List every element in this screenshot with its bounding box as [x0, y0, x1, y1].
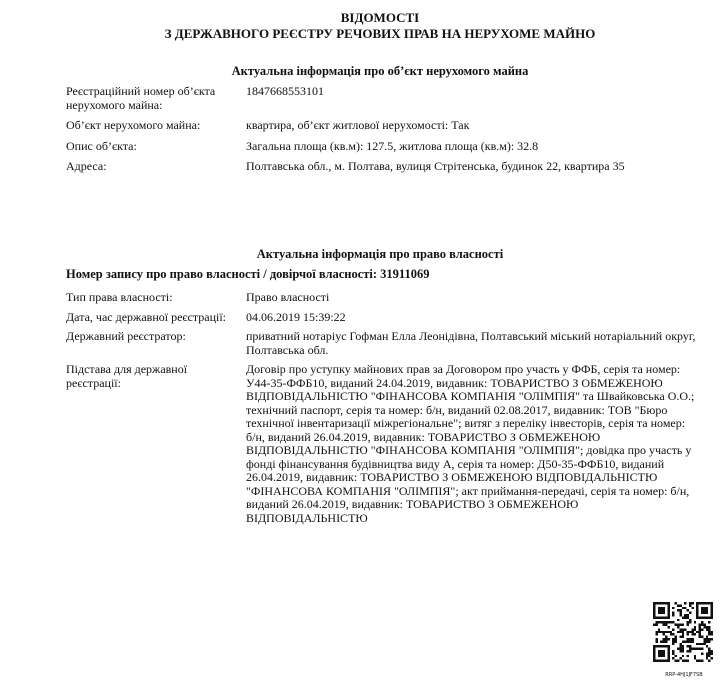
address-row: [66, 160, 696, 174]
ownership-section-heading: Актуальна інформація про право власності: [256, 247, 504, 261]
registration-date-row: [66, 311, 696, 325]
field-value: приватний нотаріус Гофман Елла Леонідівна, Полтавський міський нотаріальний округ, Полтавська обл.: [246, 329, 696, 357]
object-info-table: [66, 85, 696, 181]
field-label: Опис об’єкта:: [66, 138, 137, 153]
ownership-info-table: [66, 291, 696, 531]
field-label: Об’єкт нерухомого майна:: [66, 118, 201, 132]
registrar-row: [66, 330, 696, 357]
title-line-1: ВІДОМОСТІ: [340, 10, 420, 25]
field-label: Підстава для державної реєстрації:: [66, 362, 188, 390]
field-value: Загальна площа (кв.м): 127.5, житлова площа (кв.м): 32.8: [246, 138, 539, 153]
ownership-type-row: [66, 291, 696, 305]
field-value: 1847668553101: [246, 84, 324, 98]
field-label: Адреса:: [66, 159, 107, 173]
field-label: Дата, час державної реєстрації:: [66, 309, 227, 324]
registration-number-row: [66, 85, 696, 112]
page-title: [0, 10, 727, 42]
field-value: квартира, об’єкт житлової нерухомості: Так: [246, 118, 470, 132]
object-section-heading: Актуальна інформація про об’єкт нерухомого майна: [231, 64, 529, 78]
qr-caption: RRP-4HJ1JF7SB: [665, 672, 703, 678]
field-value: Договір про уступку майнових прав за Договором про участь у ФФБ, серія та номер: У44-35-ФФБ10, виданий 24.04.2019, видавник: ТОВАРИСТВО З ОБМЕЖЕНОЮ ВІДПОВІДАЛЬНІСТЮ "ФІНАНСОВА КОМПАНІЯ "ОЛІМПІЯ" та Швайковська О.О.; технічний паспорт, серія та номер: б/н, виданий 02.08.2017, видавник: ТОВ "Бюро технічної інвентаризації міжрегіональне"; витяг з переліку інвесторів, серія та номер: б/н, виданий 26.04.2019, видавник: ТОВАРИСТВО З ОБМЕЖЕНОЮ ВІДПОВІДАЛЬНІСТЮ "ФІНАНСОВА КОМПАНІЯ "ОЛІМПІЯ"; довідка про участь у фонді фінансування будівництва виду А, серія та номер: Д50-35-ФФБ10, виданий 26.04.2019, видавник: ТОВАРИСТВО З ОБМЕЖЕНОЮ ВІДПОВІДАЛЬНІСТЮ "ФІНАНСОВА КОМПАНІЯ "ОЛІМПІЯ"; акт приймання-передачі, серія та номер: б/н, виданий 26.04.2019, видавник: ТОВАРИСТВО З ОБМЕЖЕНОЮ ВІДПОВІДАЛЬНІСТЮ: [246, 362, 695, 525]
title-line-2: З ДЕРЖАВНОГО РЕЄСТРУ РЕЧОВИХ ПРАВ НА НЕРУХОМЕ МАЙНО: [164, 26, 596, 41]
field-value: Полтавська обл., м. Полтава, вулиця Стрітенська, будинок 22, квартира 35: [246, 159, 625, 173]
field-label: Реєстраційний номер об’єкта нерухомого майна:: [66, 84, 216, 112]
ownership-record-heading: Номер запису про право власності / довірчої власності: 31911069: [66, 267, 430, 281]
object-description-row: [66, 140, 696, 154]
qr-code-icon: [653, 602, 713, 662]
field-label: Тип права власності:: [66, 290, 173, 304]
field-value: Право власності: [246, 290, 330, 304]
object-type-row: [66, 119, 696, 133]
field-value: 04.06.2019 15:39:22: [246, 309, 346, 324]
registration-basis-row: [66, 363, 696, 525]
field-label: Державний реєстратор:: [66, 329, 186, 343]
